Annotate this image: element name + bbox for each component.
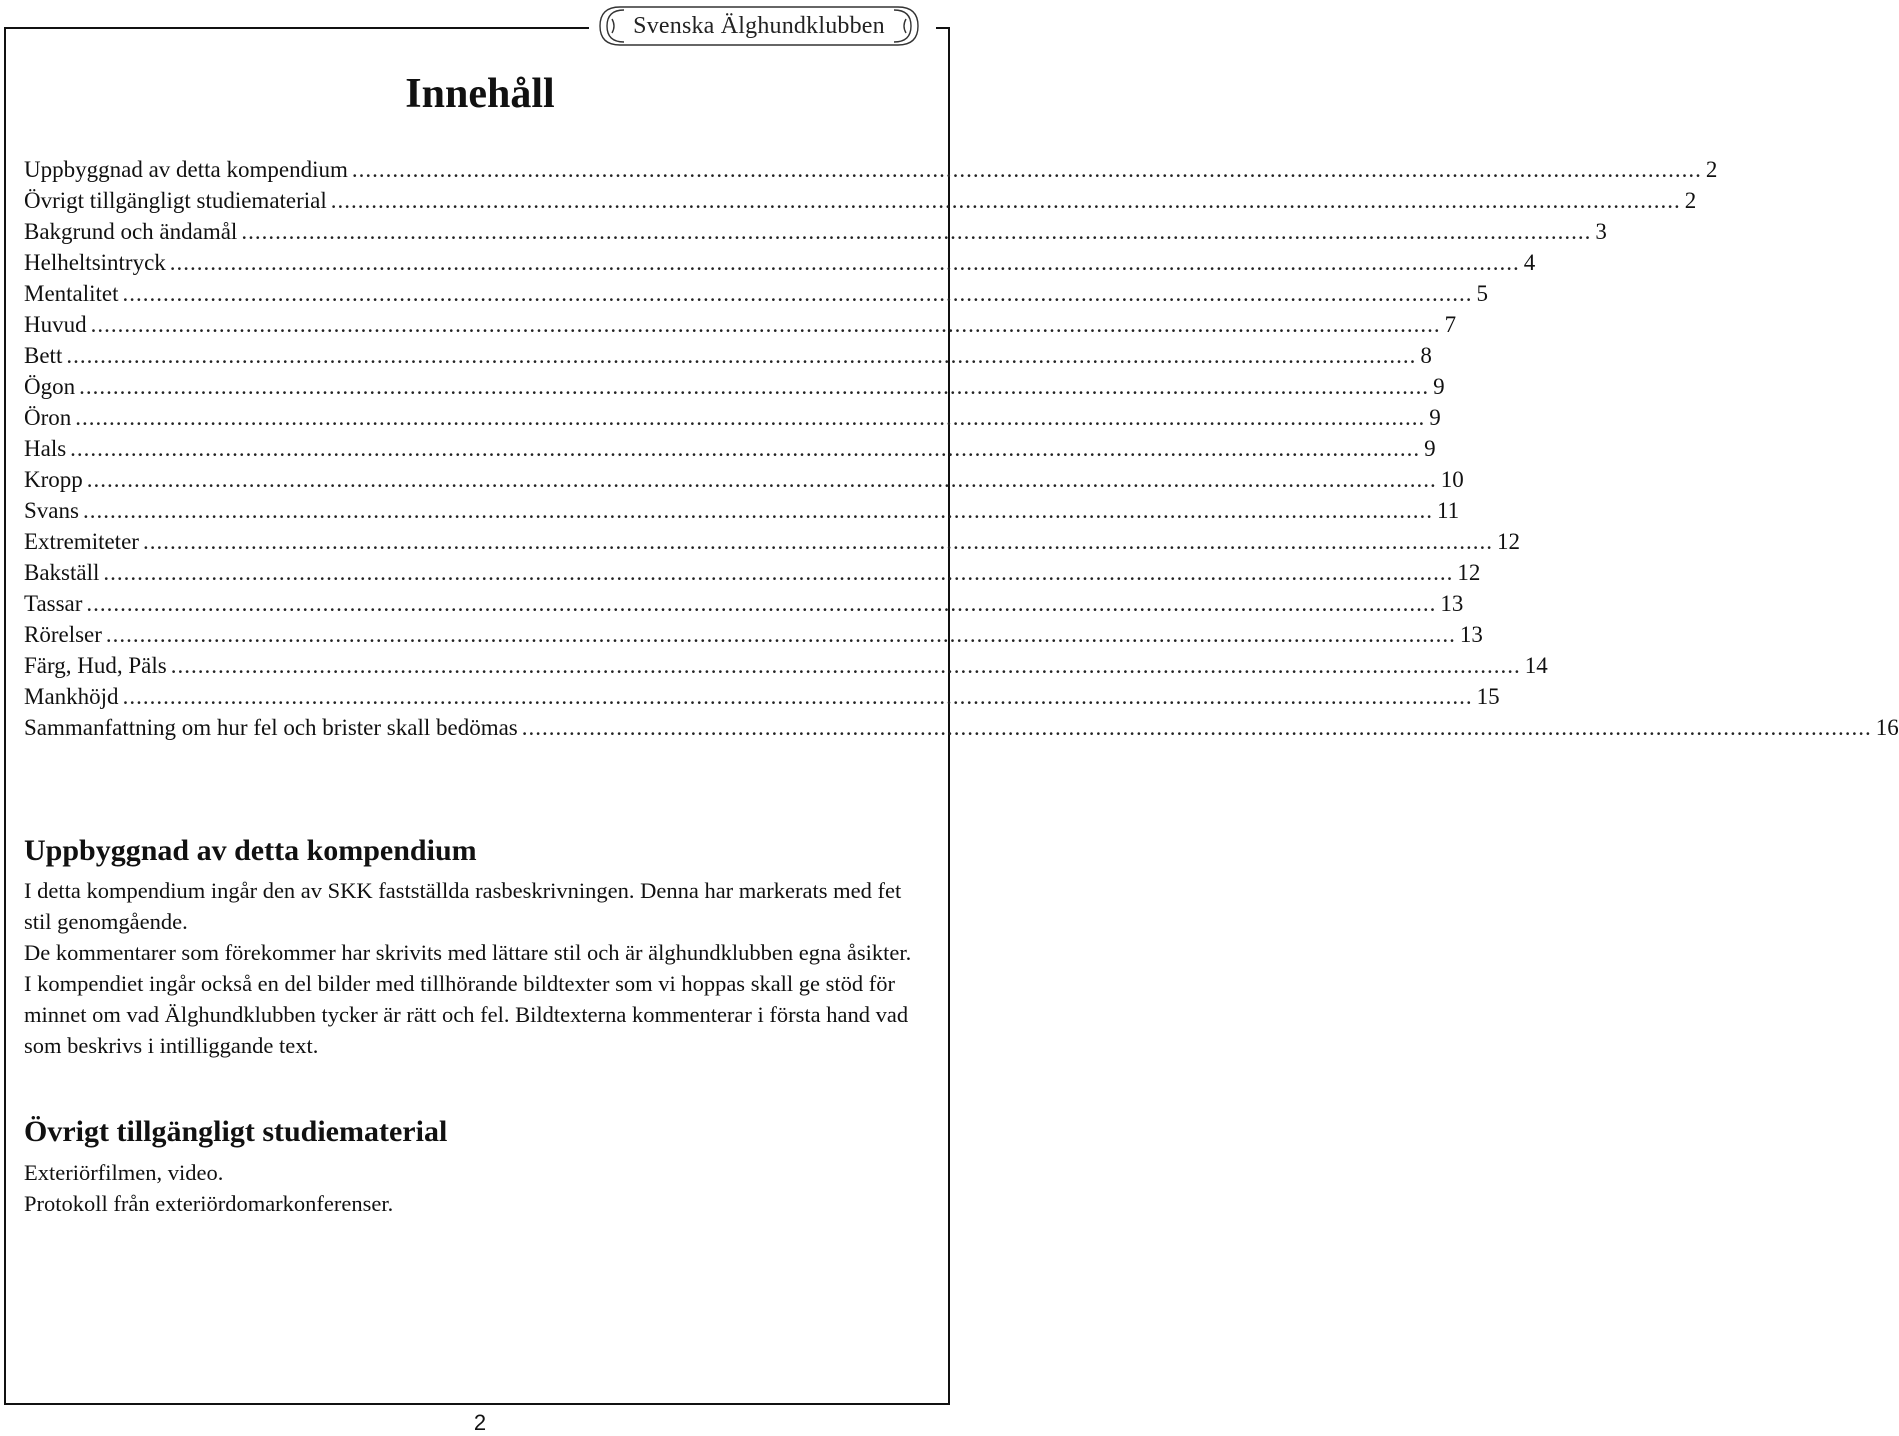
toc-entry-label: Rörelser	[24, 622, 102, 647]
toc-entry-label: Övrigt tillgängligt studiematerial	[24, 188, 327, 213]
toc-entry-label: Tassar	[24, 591, 83, 616]
toc-entry	[24, 588, 1464, 619]
section-body-ovrigt	[24, 1157, 929, 1219]
toc-entry	[24, 464, 1464, 495]
toc-entry-label: Mentalitet	[24, 281, 119, 306]
club-logo	[598, 4, 920, 48]
toc-leader-dots: ........................................................................................................................................................................................................	[521, 715, 1872, 740]
toc-leader-dots: ........................................................................................................................................................................................................	[86, 467, 1437, 492]
toc-entry	[24, 247, 1536, 278]
toc-entry-label: Huvud	[24, 312, 87, 337]
toc-entry-page: 2	[1705, 157, 1718, 182]
toc-leader-dots: ........................................................................................................................................................................................................	[79, 374, 1430, 399]
toc-entry-page: 11	[1436, 498, 1460, 523]
paragraph: I kompendiet ingår också en del bilder med tillhörande bildtexter som vi hoppas skall ge stöd för minnet om vad Älghundklubben tycker är rätt och fel. Bildtexterna kommenterar i första hand vad som beskrivs i intilliggande text.	[24, 971, 909, 1058]
toc-entry-page: 5	[1476, 281, 1489, 306]
toc-entry-label: Kropp	[24, 467, 83, 492]
toc-leader-dots: ........................................................................................................................................................................................................	[330, 188, 1681, 213]
toc-entry	[24, 371, 1445, 402]
toc-entry	[24, 402, 1441, 433]
toc-entry-page: 9	[1424, 436, 1436, 461]
toc-entry-page: 9	[1433, 374, 1445, 399]
toc-leader-dots: ........................................................................................................................................................................................................	[142, 529, 1493, 554]
toc-entry	[24, 681, 1500, 712]
toc-entry-label: Svans	[24, 498, 79, 523]
toc-leader-dots: ........................................................................................................................................................................................................	[122, 684, 1473, 709]
toc-leader-dots: ........................................................................................................................................................................................................	[90, 312, 1441, 337]
toc-leader-dots: ........................................................................................................................................................................................................	[103, 560, 1454, 585]
toc-entry-label: Bett	[24, 343, 63, 368]
page-title: Innehåll	[405, 71, 555, 117]
toc-entry-page: 14	[1524, 653, 1548, 678]
toc-entry-label: Bakställ	[24, 560, 100, 585]
paragraph: Exteriörfilmen, video.	[24, 1160, 224, 1185]
toc-entry-page: 16	[1875, 715, 1899, 740]
table-of-contents	[24, 154, 1899, 743]
toc-entry	[24, 278, 1489, 309]
toc-entry-page: 13	[1459, 622, 1483, 647]
toc-entry	[24, 185, 1697, 216]
toc-entry-page: 15	[1476, 684, 1500, 709]
toc-entry-label: Hals	[24, 436, 67, 461]
toc-leader-dots: ........................................................................................................................................................................................................	[86, 591, 1437, 616]
toc-entry-page: 7	[1444, 312, 1457, 337]
paragraph: I detta kompendium ingår den av SKK fastställda rasbeskrivningen. Denna har markerats med fet stil genomgående.	[24, 878, 902, 934]
toc-entry-label: Mankhöjd	[24, 684, 119, 709]
toc-entry-page: 12	[1457, 560, 1481, 585]
toc-entry-label: Ögon	[24, 374, 76, 399]
header-rule-right	[936, 27, 948, 29]
toc-entry	[24, 650, 1548, 681]
toc-entry	[24, 309, 1457, 340]
toc-leader-dots: ........................................................................................................................................................................................................	[105, 622, 1456, 647]
toc-entry-label: Extremiteter	[24, 529, 139, 554]
toc-entry	[24, 216, 1607, 247]
toc-leader-dots: ........................................................................................................................................................................................................	[241, 219, 1592, 244]
toc-entry	[24, 433, 1436, 464]
section-body-uppbyggnad	[24, 875, 929, 1061]
toc-entry-label: Helheltsintryck	[24, 250, 166, 275]
toc-leader-dots: ........................................................................................................................................................................................................	[169, 250, 1520, 275]
toc-entry	[24, 154, 1718, 185]
toc-entry-page: 9	[1429, 405, 1441, 430]
paragraph: Protokoll från exteriördomarkonferenser.	[24, 1191, 394, 1216]
toc-entry-label: Uppbyggnad av detta kompendium	[24, 157, 348, 182]
toc-entry-page: 13	[1440, 591, 1464, 616]
toc-leader-dots: ........................................................................................................................................................................................................	[351, 157, 1702, 182]
toc-entry-label: Sammanfattning om hur fel och brister skall bedömas	[24, 715, 518, 740]
section-heading-ovrigt: Övrigt tillgängligt studiematerial	[24, 1115, 448, 1148]
toc-entry	[24, 526, 1520, 557]
toc-entry-page: 4	[1523, 250, 1536, 275]
toc-leader-dots: ........................................................................................................................................................................................................	[75, 405, 1426, 430]
toc-leader-dots: ........................................................................................................................................................................................................	[170, 653, 1521, 678]
page-number: 2	[473, 1410, 487, 1435]
toc-entry-label: Färg, Hud, Päls	[24, 653, 167, 678]
toc-entry-page: 12	[1496, 529, 1520, 554]
toc-entry	[24, 340, 1432, 371]
header-rule-left	[4, 27, 589, 29]
toc-entry-page: 10	[1440, 467, 1464, 492]
toc-entry-page: 3	[1595, 219, 1607, 244]
toc-entry-page: 8	[1420, 343, 1432, 368]
toc-entry-label: Bakgrund och ändamål	[24, 219, 238, 244]
paragraph: De kommentarer som förekommer har skrivits med lättare stil och är älghundklubben egna åsikter.	[24, 940, 912, 965]
toc-leader-dots: ........................................................................................................................................................................................................	[122, 281, 1473, 306]
toc-leader-dots: ........................................................................................................................................................................................................	[66, 343, 1417, 368]
toc-entry	[24, 619, 1483, 650]
toc-entry	[24, 712, 1899, 743]
toc-entry-label: Öron	[24, 405, 72, 430]
section-heading-uppbyggnad: Uppbyggnad av detta kompendium	[24, 834, 477, 867]
toc-entry	[24, 495, 1460, 526]
toc-entry-page: 2	[1684, 188, 1697, 213]
toc-leader-dots: ........................................................................................................................................................................................................	[82, 498, 1433, 523]
club-name: Svenska Älghundklubben	[633, 12, 885, 39]
toc-entry	[24, 557, 1481, 588]
toc-leader-dots: ........................................................................................................................................................................................................	[70, 436, 1421, 461]
